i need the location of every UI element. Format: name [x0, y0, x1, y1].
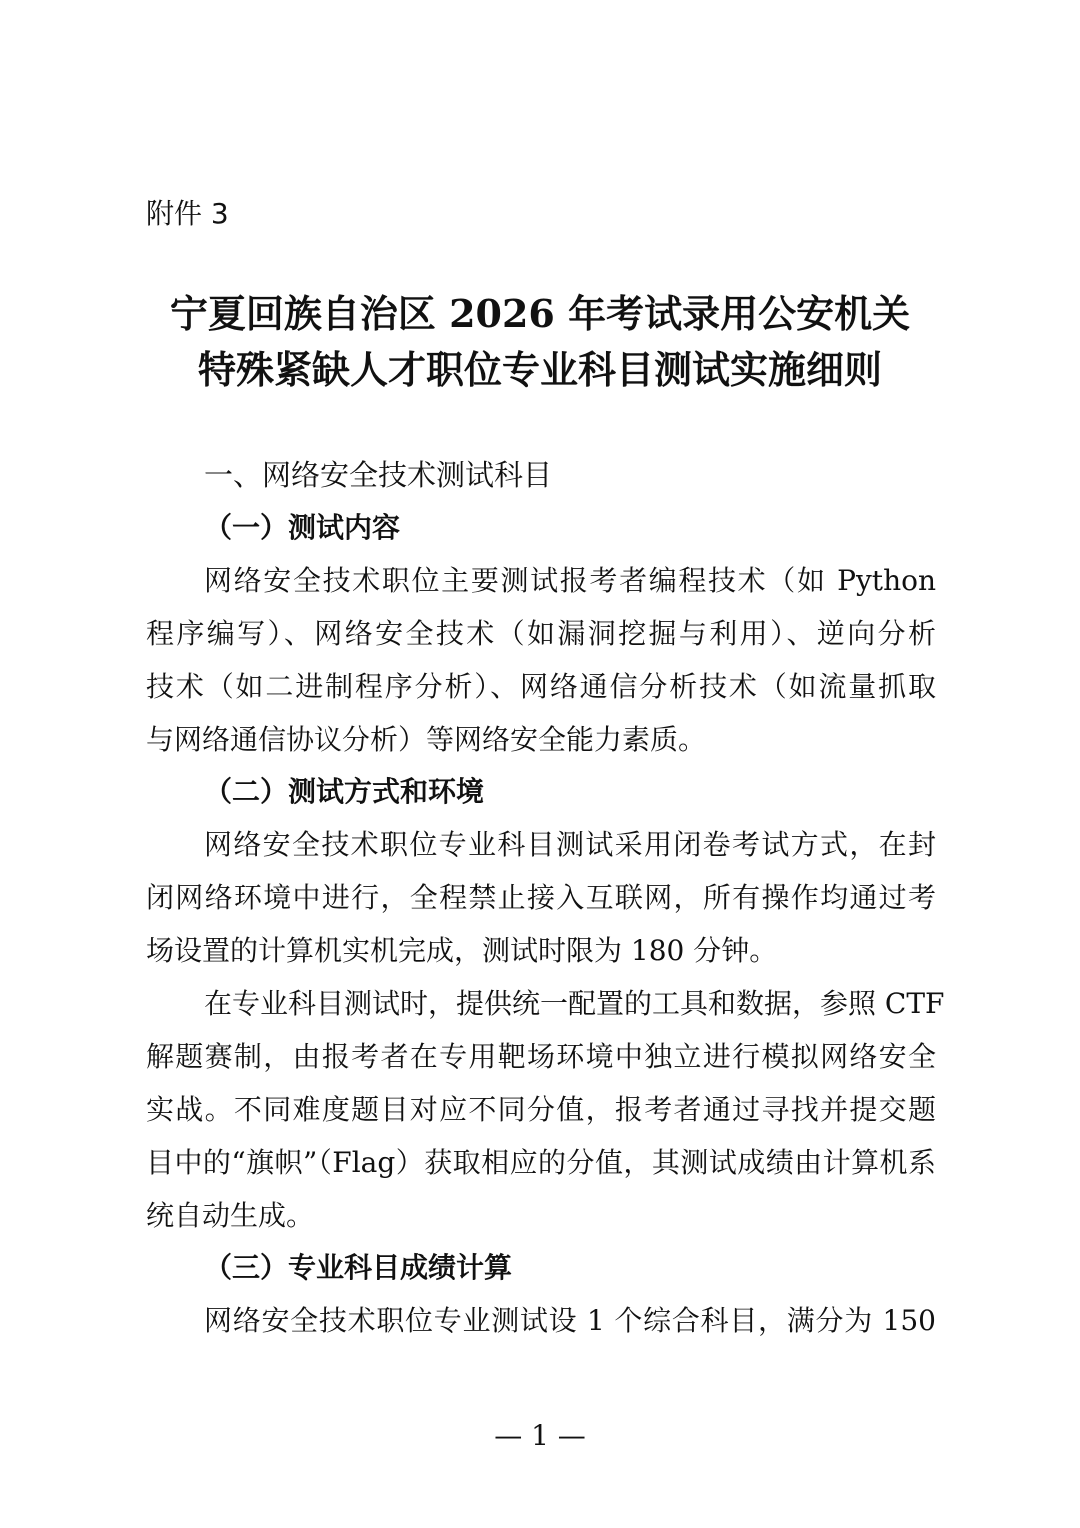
paragraph-line: 网络安全技术职位专业测试设 1 个综合科目，满分为 150: [204, 1304, 936, 1337]
paragraph-line: 网络安全技术职位专业科目测试采用闭卷考试方式，在封: [204, 828, 936, 861]
subsection-2-heading: （二）测试方式和环境: [204, 775, 485, 808]
paragraph-line: 解题赛制，由报考者在专用靶场环境中独立进行模拟网络安全: [146, 1040, 936, 1073]
attachment-label: 附件 3: [146, 197, 229, 230]
document-title-line-1: 宁夏回族自治区 2026 年考试录用公安机关: [169, 291, 911, 336]
paragraph-line: 统自动生成。: [146, 1199, 315, 1232]
paragraph-line: 技术（如二进制程序分析）、网络通信分析技术（如流量抓取: [146, 670, 936, 703]
page-number: — 1 —: [494, 1419, 586, 1452]
section-1-heading: 一、网络安全技术测试科目: [204, 458, 553, 492]
paragraph-line: 场设置的计算机实机完成，测试时限为 180 分钟。: [146, 934, 778, 967]
subsection-3-heading: （三）专业科目成绩计算: [204, 1251, 513, 1284]
subsection-1-heading: （一）测试内容: [204, 511, 401, 544]
document-title-line-2: 特殊紧缺人才职位专业科目测试实施细则: [197, 347, 882, 392]
paragraph-line: 程序编写）、网络安全技术（如漏洞挖掘与利用）、逆向分析: [146, 617, 936, 650]
paragraph-line: 实战。不同难度题目对应不同分值，报考者通过寻找并提交题: [146, 1093, 936, 1126]
paragraph-line: 与网络通信协议分析）等网络安全能力素质。: [146, 723, 707, 756]
paragraph-line: 目中的“旗帜”（Flag）获取相应的分值，其测试成绩由计算机系: [146, 1146, 936, 1179]
paragraph-line: 在专业科目测试时，提供统一配置的工具和数据，参照 CTF: [204, 987, 945, 1020]
paragraph-line: 闭网络环境中进行，全程禁止接入互联网，所有操作均通过考: [146, 881, 936, 914]
paragraph-line: 网络安全技术职位主要测试报考者编程技术（如 Python: [204, 564, 936, 597]
